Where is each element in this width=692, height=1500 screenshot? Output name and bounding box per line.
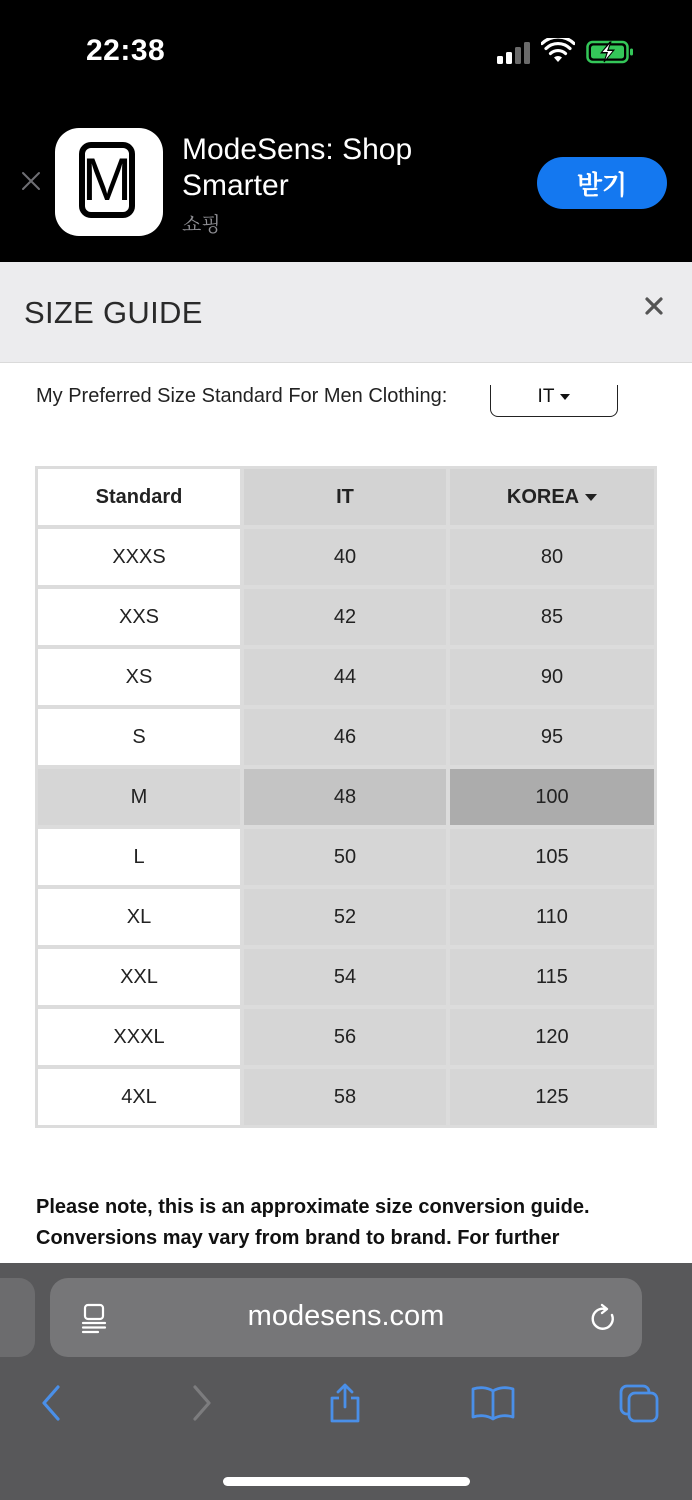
cell-standard: L <box>38 829 240 885</box>
cell-it: 40 <box>244 529 446 585</box>
cell-it: 52 <box>244 889 446 945</box>
table-row <box>38 829 654 885</box>
cell-it: 56 <box>244 1009 446 1065</box>
cell-korea: 125 <box>450 1069 654 1125</box>
preferred-standard-value: IT <box>537 386 555 407</box>
cell-it: 58 <box>244 1069 446 1125</box>
header-standard: Standard <box>38 469 240 525</box>
forward-icon[interactable] <box>185 1383 219 1423</box>
wifi-icon <box>541 38 575 64</box>
cell-standard: XS <box>38 649 240 705</box>
table-row <box>38 589 654 645</box>
header-it: IT <box>244 469 446 525</box>
cell-standard: XL <box>38 889 240 945</box>
status-bar <box>0 0 692 100</box>
address-bar[interactable] <box>50 1278 642 1357</box>
size-guide-header <box>0 262 692 363</box>
back-icon[interactable] <box>36 1383 70 1423</box>
note-line-1: Please note, this is an approximate size conversion guide. <box>36 1196 590 1218</box>
cell-korea: 120 <box>450 1009 654 1065</box>
cell-standard: M <box>38 769 240 825</box>
tabs-icon[interactable] <box>618 1383 660 1423</box>
cell-korea: 115 <box>450 949 654 1005</box>
cell-standard: XXS <box>38 589 240 645</box>
app-category: 쇼핑 <box>182 214 221 236</box>
cell-korea: 95 <box>450 709 654 765</box>
conversion-note <box>36 1192 656 1254</box>
header-korea-dropdown[interactable] <box>450 469 654 525</box>
cell-standard: XXXS <box>38 529 240 585</box>
cell-standard: 4XL <box>38 1069 240 1125</box>
home-indicator[interactable] <box>223 1477 470 1486</box>
cell-it: 50 <box>244 829 446 885</box>
cell-korea: 105 <box>450 829 654 885</box>
status-time: 22:38 <box>86 34 166 67</box>
table-row <box>38 949 654 1005</box>
cell-korea: 85 <box>450 589 654 645</box>
size-conversion-table <box>35 466 657 1128</box>
share-icon[interactable] <box>328 1383 362 1423</box>
cell-standard: S <box>38 709 240 765</box>
modesens-logo: M <box>79 142 135 218</box>
note-line-2: Conversions may vary from brand to brand. For further <box>36 1227 560 1249</box>
modesens-app-icon[interactable] <box>55 128 163 236</box>
close-icon[interactable] <box>643 295 665 317</box>
cell-standard: XXL <box>38 949 240 1005</box>
cell-it: 54 <box>244 949 446 1005</box>
safari-toolbar <box>0 1263 692 1500</box>
battery-charging-icon <box>586 39 634 65</box>
table-row <box>38 1009 654 1065</box>
preferred-standard-select[interactable] <box>490 385 618 417</box>
table-row <box>38 889 654 945</box>
table-row <box>38 709 654 765</box>
table-row <box>38 529 654 585</box>
banner-close-icon[interactable] <box>20 170 42 192</box>
cell-korea: 80 <box>450 529 654 585</box>
header-korea-label: KOREA <box>506 485 580 508</box>
smart-app-banner <box>0 100 692 262</box>
app-name: ModeSens: Shop Smarter <box>182 133 413 202</box>
cellular-signal-icon <box>497 40 533 64</box>
cell-it: 44 <box>244 649 446 705</box>
cell-it: 48 <box>244 769 446 825</box>
reload-icon[interactable] <box>590 1303 618 1333</box>
chevron-down-icon <box>585 494 597 501</box>
cell-korea: 100 <box>450 769 654 825</box>
cell-standard: XXXL <box>38 1009 240 1065</box>
cell-korea: 110 <box>450 889 654 945</box>
preferred-standard-label: My Preferred Size Standard For Men Clothing: <box>36 385 448 407</box>
get-app-button[interactable]: 받기 <box>537 157 667 209</box>
cell-it: 46 <box>244 709 446 765</box>
page-title: SIZE GUIDE <box>24 295 203 330</box>
cell-it: 42 <box>244 589 446 645</box>
url-text: modesens.com <box>247 1300 445 1332</box>
bookmarks-icon[interactable] <box>470 1383 516 1423</box>
table-row <box>38 649 654 705</box>
table-row-highlighted <box>38 769 654 825</box>
table-header-row <box>38 469 654 525</box>
table-row <box>38 1069 654 1125</box>
cell-korea: 90 <box>450 649 654 705</box>
chevron-down-icon <box>560 394 570 400</box>
previous-tab-peek[interactable] <box>0 1278 35 1357</box>
